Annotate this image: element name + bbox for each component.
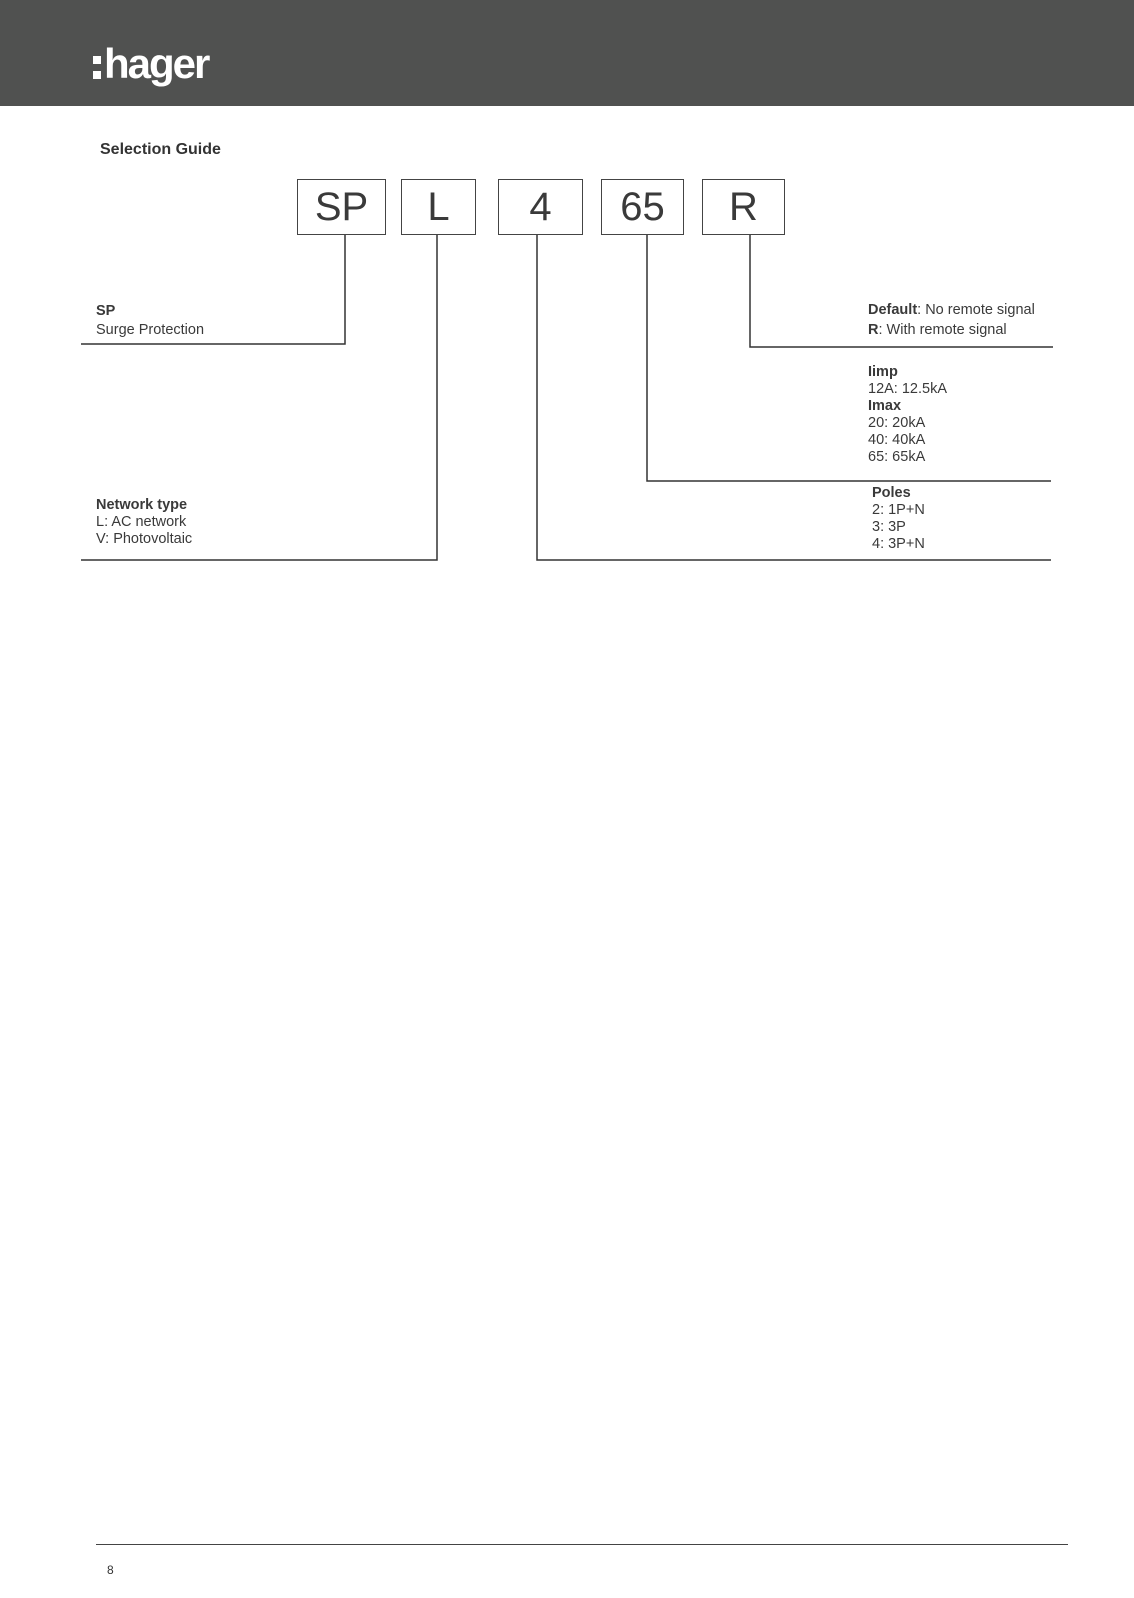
code-box-current: 65 — [601, 179, 684, 235]
network-option: L: AC network — [96, 514, 187, 530]
limp-heading: Iimp — [868, 364, 898, 380]
page-number: 8 — [107, 1563, 114, 1577]
imax-heading: Imax — [868, 398, 902, 414]
sp-heading: SP — [96, 303, 116, 319]
remote-default-key: Default — [868, 302, 918, 318]
network-heading: Network type — [96, 497, 188, 513]
remote-r-value: : With remote signal — [878, 322, 1007, 338]
poles-option: 2: 1P+N — [872, 502, 925, 518]
code-box-sp: SP — [297, 179, 386, 235]
sp-desc: Surge Protection — [96, 322, 205, 338]
page-title: Selection Guide — [100, 141, 221, 158]
remote-r-key: R — [868, 322, 879, 338]
imax-option: 65: 65kA — [868, 449, 926, 465]
sp-description-block — [96, 303, 204, 339]
poles-option: 4: 3P+N — [872, 536, 925, 552]
poles-option: 3: 3P — [872, 519, 906, 535]
poles-block — [872, 485, 925, 553]
remote-default-value: : No remote signal — [917, 302, 1035, 318]
poles-heading: Poles — [872, 485, 911, 501]
connector-poles — [537, 235, 1051, 560]
limp-option: 12A: 12.5kA — [868, 381, 947, 397]
logo-text: hager — [104, 40, 209, 87]
code-box-remote: R — [702, 179, 785, 235]
network-option: V: Photovoltaic — [96, 531, 193, 547]
footer-divider — [96, 1544, 1068, 1545]
remote-signal-block — [868, 302, 1035, 339]
current-rating-block — [868, 364, 947, 466]
imax-option: 40: 40kA — [868, 432, 926, 448]
imax-option: 20: 20kA — [868, 415, 926, 431]
network-type-block — [96, 497, 192, 548]
code-box-poles: 4 — [498, 179, 583, 235]
code-box-network: L — [401, 179, 476, 235]
connector-current — [647, 235, 1051, 481]
